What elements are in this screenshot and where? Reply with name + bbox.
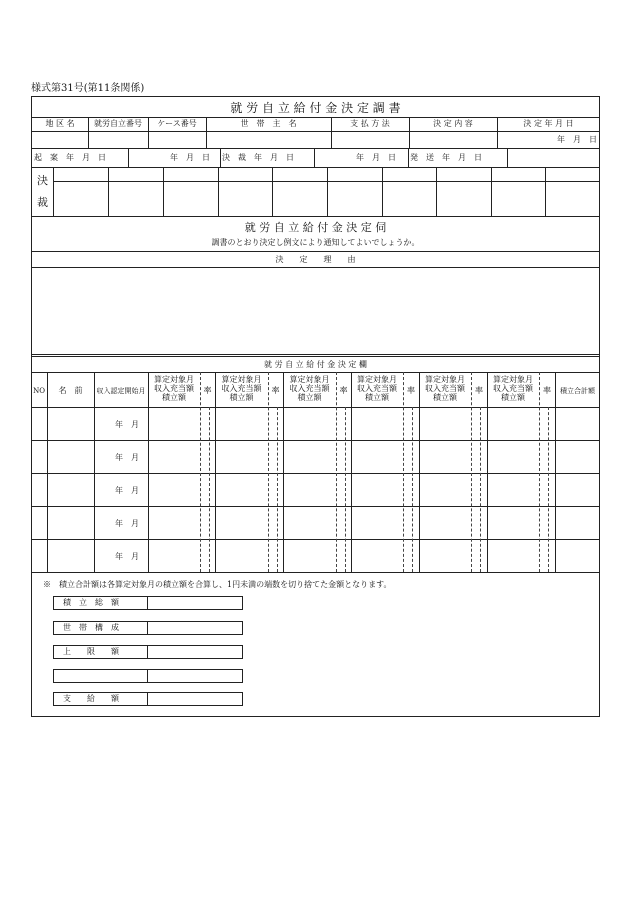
decision-date-value: 年 月 日 — [557, 135, 597, 144]
rate-header-4: 率 — [407, 386, 415, 395]
calc-header-2: 算定対象月 収入充当額 積立額 — [221, 375, 262, 402]
area-header: 地 区 名 — [45, 119, 75, 128]
decision-content-header: 決 定 内 容 — [433, 119, 473, 128]
rate-header-2: 率 — [271, 386, 280, 395]
approval-date-value: 年 月 日 — [356, 153, 396, 162]
approval-label-1: 決 — [37, 174, 48, 187]
calc-header-1: 算定対象月 収入充当額 積立額 — [154, 375, 194, 402]
calc-header-5: 算定対象月 収入充当額 積立額 — [425, 375, 465, 402]
calc-header-6: 算定対象月 収入充当額 積立額 — [493, 375, 533, 402]
summary-label-2: 世 帯 構 成 — [63, 623, 119, 632]
assist-number-header: 就労自立番号 — [94, 119, 142, 128]
calc-header-3: 算定対象月 収入充当額 積立額 — [289, 375, 330, 402]
approval-label-2: 裁 — [37, 196, 48, 209]
row-1-month: 年 月 — [115, 420, 139, 429]
form-title: 就 労 自 立 給 付 金 決 定 調 書 — [230, 101, 401, 115]
row-2-month: 年 月 — [115, 453, 139, 462]
row-5-month: 年 月 — [115, 552, 139, 561]
total-header: 積立合計額 — [560, 387, 595, 395]
name-header: 名 前 — [58, 386, 83, 395]
row-4-month: 年 月 — [115, 519, 139, 528]
inquiry-title: 就 労 自 立 給 付 金 決 定 伺 — [244, 221, 387, 234]
reason-title: 決 定 理 由 — [275, 255, 356, 264]
dispatch-date-label: 発 送 年 月 日 — [410, 153, 482, 162]
rate-header-5: 率 — [475, 386, 483, 395]
summary-label-5: 支 給 額 — [63, 694, 119, 703]
section-title: 就 労 自 立 給 付 金 決 定 欄 — [264, 360, 367, 369]
rate-header-6: 率 — [543, 386, 551, 395]
draft-date-label: 起 案 年 月 日 — [34, 153, 106, 162]
form-label: 様式第31号(第11条関係) — [31, 83, 145, 94]
summary-row-blank — [53, 669, 243, 683]
calc-header-4: 算定対象月 収入充当額 積立額 — [357, 375, 397, 402]
no-header: NO — [33, 387, 45, 395]
reason-area — [32, 268, 599, 354]
inquiry-text: 調書のとおり決定し例文により通知してよいでしょうか。 — [211, 238, 420, 247]
footnote: ※ 積立合計額は各算定対象月の積立額を合算し、1円未満の端数を切り捨てた金額となります。 — [43, 580, 392, 589]
row-3-month: 年 月 — [115, 486, 139, 495]
rate-header-1: 率 — [203, 386, 212, 395]
summary-label-1: 積 立 総 額 — [63, 598, 119, 607]
summary-label-3: 上 限 額 — [63, 647, 119, 656]
start-month-header: 収入認定開始月 — [96, 387, 146, 395]
draft-date-value: 年 月 日 — [170, 153, 210, 162]
rate-header-3: 率 — [339, 386, 348, 395]
decision-date-header: 決 定 年 月 日 — [523, 119, 574, 128]
approval-date-label: 決 裁 年 月 日 — [222, 153, 294, 162]
household-head-header: 世 帯 主 名 — [240, 119, 297, 128]
case-number-header: ケース番号 — [157, 119, 197, 128]
payment-method-header: 支 払 方 法 — [350, 119, 390, 128]
